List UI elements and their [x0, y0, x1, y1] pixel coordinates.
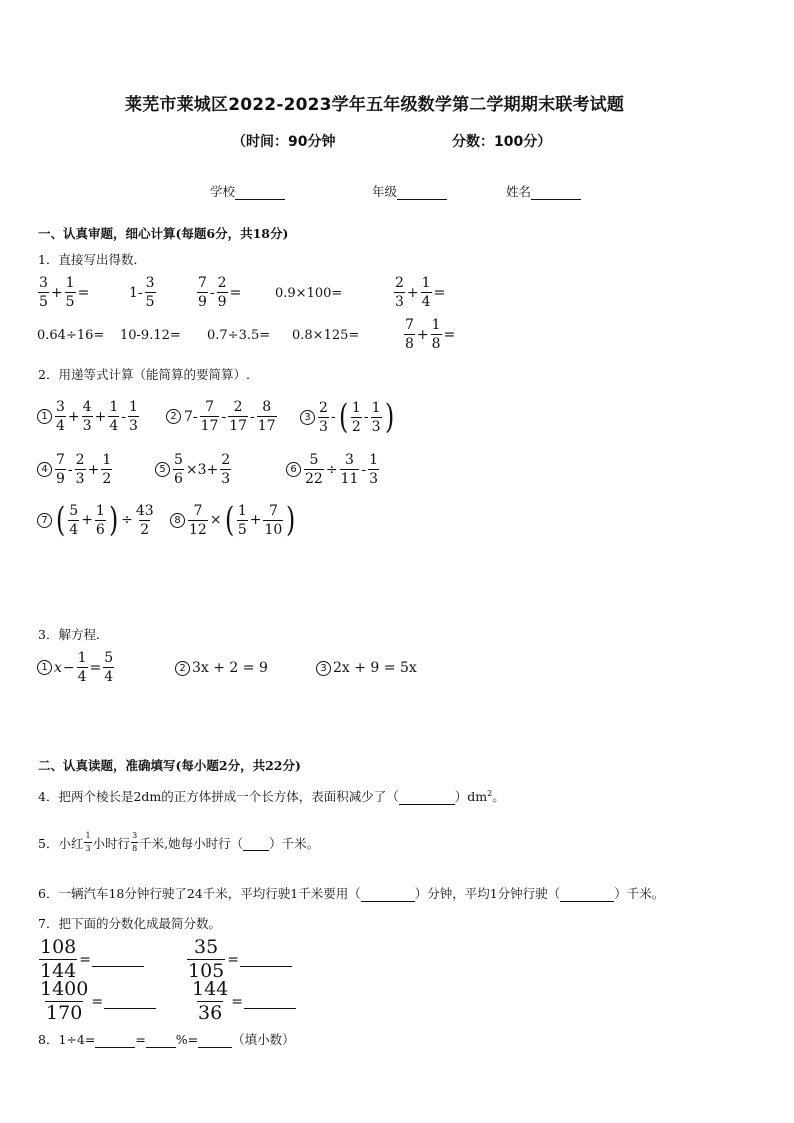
exam-time: （时间：90分钟 [232, 134, 336, 150]
q8-blank-2[interactable] [146, 1032, 176, 1048]
q4-text-c: 。 [492, 789, 505, 804]
q6-text-c: ）千米。 [614, 886, 665, 901]
question-6 [38, 884, 664, 902]
q7-blank-4[interactable] [244, 994, 296, 1009]
q2-item-4: 4 $\frac{7}{9}$ - $\frac{2}{3}$ + $\frac{1}{2}$ [37, 453, 113, 486]
q2-item-2: 2 7- $\frac{7}{17}$ - $\frac{2}{17}$ - $\frac{8}{17}$ [166, 400, 278, 433]
q8-blank-3[interactable] [198, 1032, 232, 1048]
q7-blank-1[interactable] [92, 952, 144, 967]
q6-text-b: ）分钟，平均1分钟行驶（ [414, 886, 561, 901]
name-label: 姓名 [506, 184, 532, 199]
q1-item-10: $\frac{7}{8}$ + $\frac{1}{8}$ = [405, 317, 456, 352]
q2-item-8: 8 $\frac{7}{12}$ × ( $\frac{1}{5}$ + $\frac{7}{10}$ ) [170, 503, 298, 537]
school-blank[interactable] [235, 184, 285, 200]
q8-text-a: 8．1÷4= [38, 1032, 96, 1047]
q1-item-8: 0.7÷3.5= [207, 328, 271, 343]
question-8 [38, 1030, 295, 1048]
q5-text-b: 小时行 [92, 835, 131, 851]
question-2: 2．用递等式计算（能简算的要简算）. [38, 367, 250, 382]
name-blank[interactable] [531, 184, 581, 200]
q7-item-1: $\frac{108}{144}$ = [38, 938, 144, 981]
school-field [210, 182, 285, 200]
question-7: 7．把下面的分数化成最简分数。 [38, 916, 221, 931]
question-4: 4．把两个棱长是2dm的正方体拼成一个长方体，表面积减少了（ ）$dm^2$。 [38, 788, 505, 804]
q6-text-a: 6．一辆汽车18分钟行驶了24千米，平均行驶1千米要用（ [38, 886, 361, 901]
q1-item-1: $\frac{3}{5}$ + $\frac{1}{5}$ = [39, 275, 90, 310]
page-title: 莱芜市莱城区2022-2023学年五年级数学第二学期期末联考试题 [125, 95, 625, 115]
q2-item-7: 7 ( $\frac{5}{4}$ + $\frac{1}{6}$ ) ÷ $\frac{43}{2}$ [37, 503, 156, 537]
q5-text-d: ）千米。 [269, 835, 320, 851]
q2-item-6: 6 $\frac{5}{22}$ ÷ $\frac{3}{11}$ - $\frac{1}{3}$ [286, 453, 380, 486]
grade-blank[interactable] [397, 184, 447, 200]
q5-blank[interactable] [243, 835, 269, 851]
name-field [506, 182, 581, 200]
q1-item-6: 0.64÷16= [37, 328, 105, 343]
q2-item-1: 1 $\frac{3}{4}$ + $\frac{4}{3}$ + $\frac{1}{4}$ - $\frac{1}{3}$ [37, 400, 140, 433]
q2-item-5: 5 $\frac{5}{6}$ ×3+ $\frac{2}{3}$ [155, 453, 232, 486]
school-label: 学校 [210, 184, 236, 199]
q1-item-3: $\frac{7}{9}$ - $\frac{2}{9}$ = [198, 275, 242, 310]
question-5: 5．小红 $\frac{1}{3}$ 小时行 $\frac{3}{8}$ 千米,她每小时行（ ）千米。 [38, 831, 320, 853]
question-3: 3．解方程． [38, 627, 109, 642]
q3-equation-1: 1 x − $\frac{1}{4}$ = $\frac{5}{4}$ [37, 651, 115, 684]
q1-item-9: 0.8×125= [292, 328, 360, 343]
q4-text-a: 4．把两个棱长是2dm的正方体拼成一个长方体，表面积减少了（ [38, 789, 399, 804]
q7-item-3: $\frac{1400}{170}$ = [38, 980, 156, 1023]
q2-item-3: 3 $\frac{2}{3}$ - ( $\frac{1}{2}$ - $\frac{1}{3}$ ) [300, 400, 396, 434]
q5-text-c: 千米,她每小时行（ [139, 835, 244, 851]
q4-blank[interactable] [399, 789, 455, 805]
q8-text-d: （填小数） [232, 1032, 295, 1047]
q8-text-b: = [135, 1032, 146, 1047]
grade-label: 年级 [372, 184, 398, 199]
q4-text-b: ）dm [454, 789, 488, 804]
q3-equation-3-text: 2x + 9 = 5x [333, 660, 417, 676]
q8-text-c: %= [175, 1032, 199, 1047]
q3-equation-2: 2 3x + 2 = 9 [175, 660, 268, 676]
q1-item-2: 1- $\frac{3}{5}$ [129, 275, 155, 310]
q8-blank-1[interactable] [95, 1032, 135, 1048]
section1-heading: 一、认真审题，细心计算(每题6分，共18分) [38, 226, 289, 241]
exam-score: 分数：100分） [452, 134, 552, 150]
q7-blank-3[interactable] [104, 994, 156, 1009]
q3-equation-3: 3 2x + 9 = 5x [316, 660, 417, 676]
q7-item-2: $\frac{35}{105}$ = [186, 938, 292, 981]
q6-blank-2[interactable] [560, 886, 614, 902]
question-1: 1．直接写出得数． [38, 252, 146, 267]
q1-item-5: $\frac{2}{3}$ + $\frac{1}{4}$ = [395, 275, 446, 310]
q7-blank-2[interactable] [240, 952, 292, 967]
q5-text-a: 5．小红 [38, 835, 84, 851]
grade-field [372, 182, 447, 200]
section2-heading: 二、认真读题，准确填写(每小题2分，共22分) [38, 758, 301, 773]
q1-item-7: 10-9.12= [120, 328, 181, 343]
q6-blank-1[interactable] [361, 886, 415, 902]
q1-item-4: 0.9×100= [275, 286, 343, 301]
q3-equation-2-text: 3x + 2 = 9 [192, 660, 268, 676]
q7-item-4: $\frac{144}{36}$ = [190, 980, 296, 1023]
